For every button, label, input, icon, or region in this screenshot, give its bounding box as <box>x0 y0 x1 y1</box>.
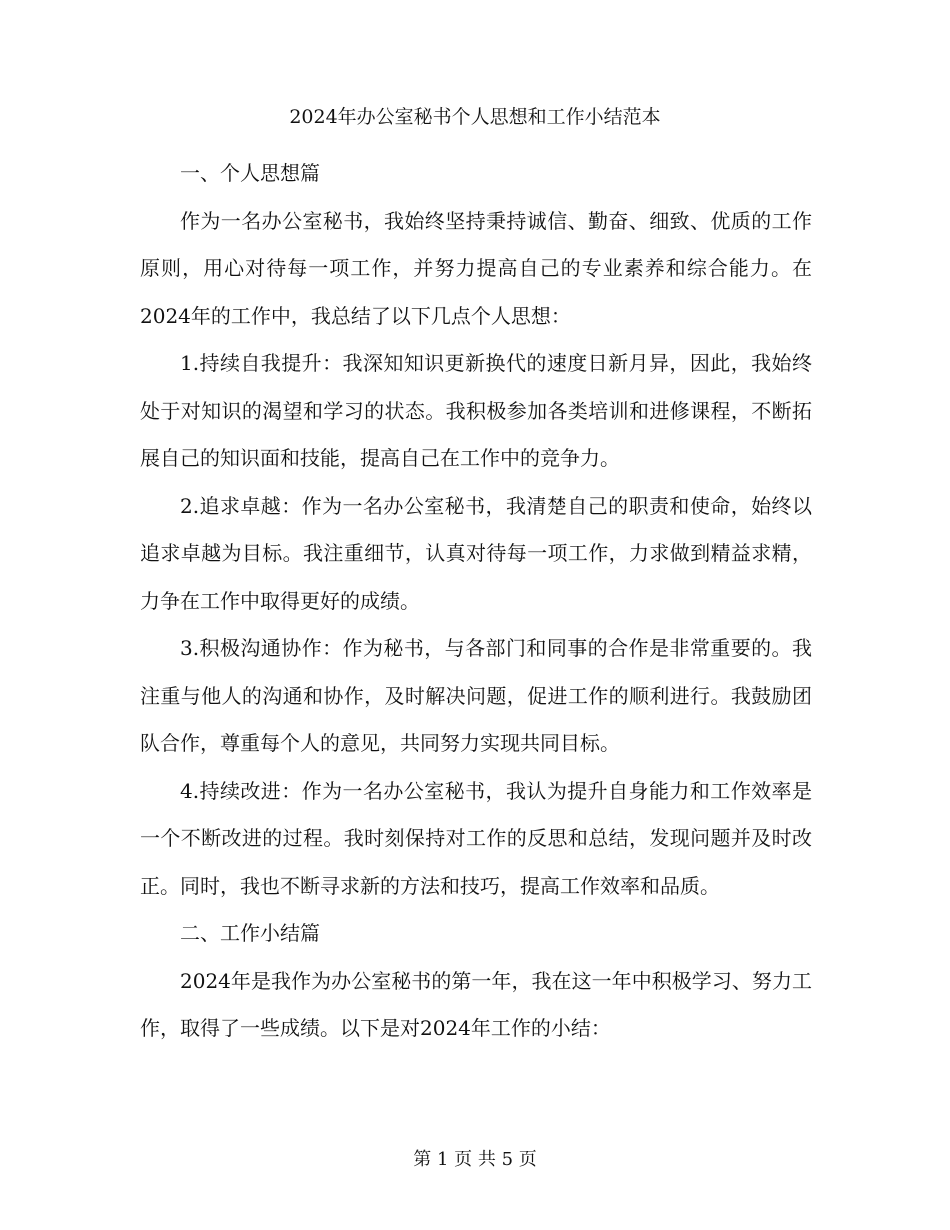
paragraph-intro: 作为一名办公室秘书，我始终坚持秉持诚信、勤奋、细致、优质的工作原则，用心对待每一项工作，并努力提高自己的专业素养和综合能力。在2024年的工作中，我总结了以下几点个人思想： <box>140 208 812 328</box>
paragraph-point-3: 3.积极沟通协作：作为秘书，与各部门和同事的合作是非常重要的。我注重与他人的沟通和协作，及时解决问题，促进工作的顺利进行。我鼓励团队合作，尊重每个人的意见，共同努力实现共同目标。 <box>140 636 812 755</box>
section-heading-personal-thoughts: 一、个人思想篇 <box>180 161 320 185</box>
page-number-footer: 第 1 页 共 5 页 <box>413 1149 537 1170</box>
document-title: 2024年办公室秘书个人思想和工作小结范本 <box>289 106 661 128</box>
document-body <box>140 150 812 1053</box>
paragraph-point-2: 2.追求卓越：作为一名办公室秘书，我清楚自己的职责和使命，始终以追求卓越为目标。我注重细节，认真对待每一项工作，力求做到精益求精，力争在工作中取得更好的成绩。 <box>140 493 812 613</box>
paragraph-point-1: 1.持续自我提升：我深知知识更新换代的速度日新月异，因此，我始终处于对知识的渴望和学习的状态。我积极参加各类培训和进修课程，不断拓展自己的知识面和技能，提高自己在工作中的竞争力。 <box>140 351 812 470</box>
section-heading-work-summary: 二、工作小结篇 <box>180 921 320 945</box>
paragraph-work-summary-intro: 2024年是我作为办公室秘书的第一年，我在这一年中积极学习、努力工作，取得了一些成绩。以下是对2024年工作的小结： <box>140 968 812 1040</box>
paragraph-point-4: 4.持续改进：作为一名办公室秘书，我认为提升自身能力和工作效率是一个不断改进的过程。我时刻保持对工作的反思和总结，发现问题并及时改正。同时，我也不断寻求新的方法和技巧，提高工作效率和品质。 <box>140 778 812 898</box>
